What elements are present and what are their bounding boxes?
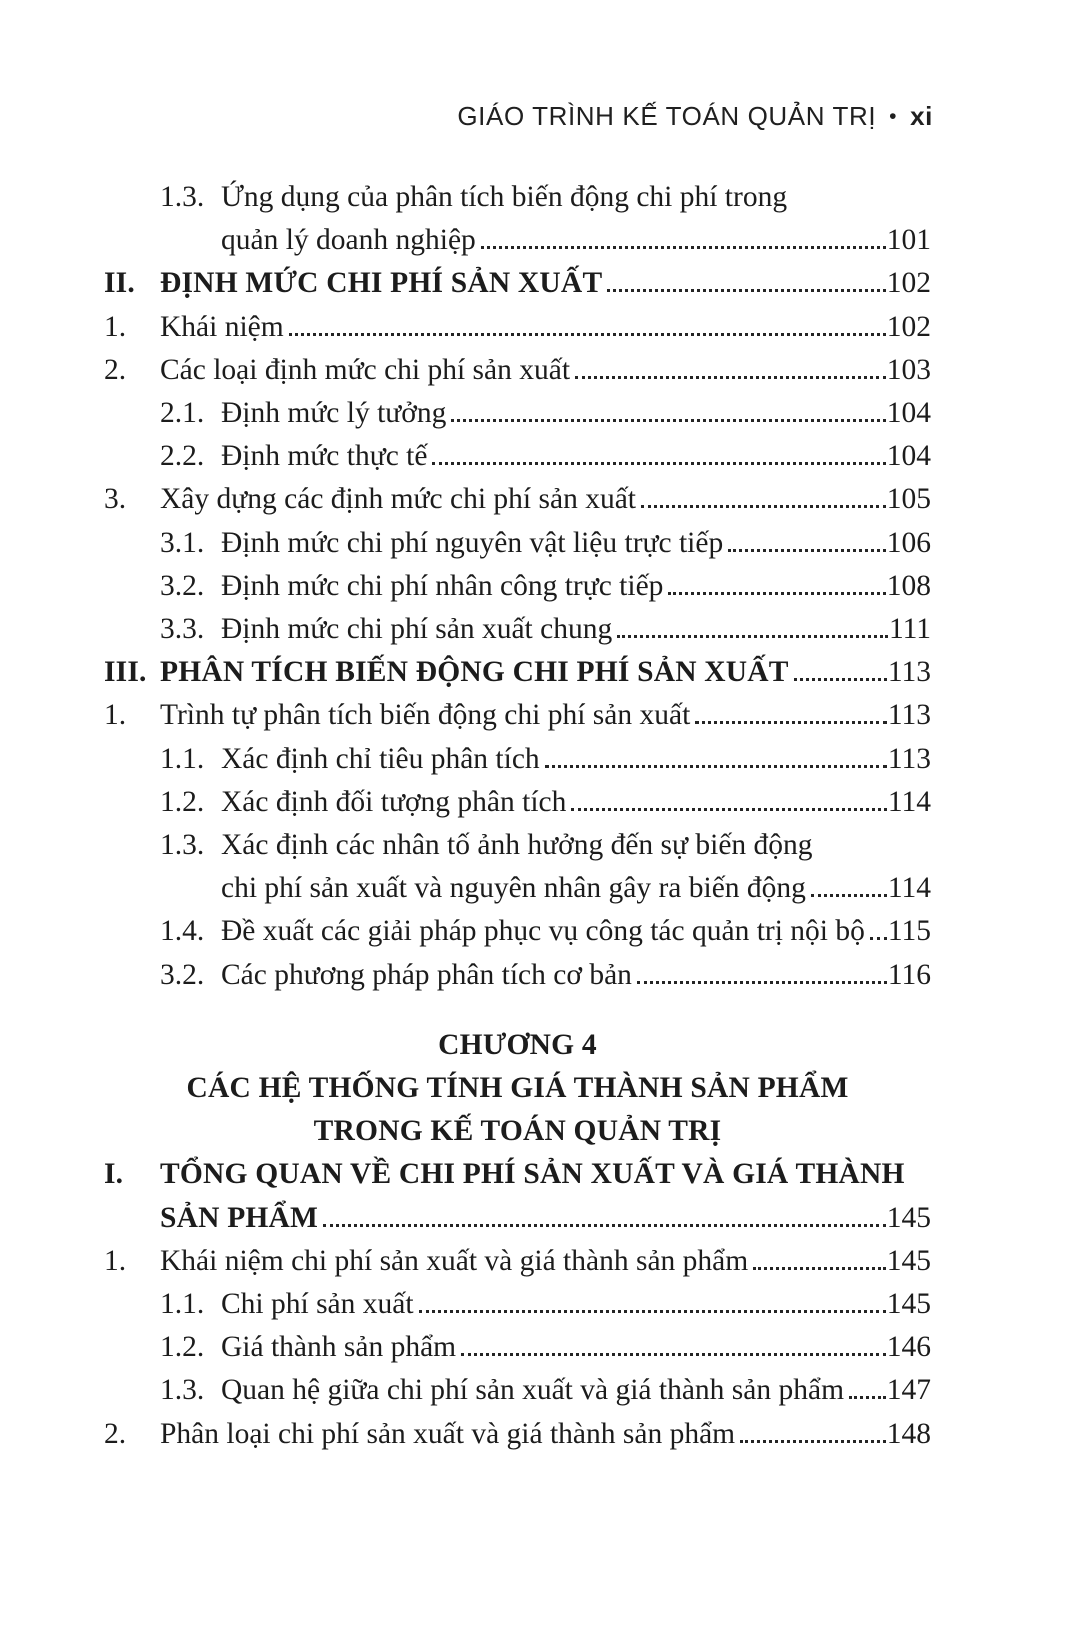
toc-row [104,219,931,262]
chapter-heading-row [104,1110,931,1153]
toc-row [104,176,931,219]
toc-leader-dots [419,1310,886,1313]
toc-entry-title: Khái niệm [160,310,284,343]
toc-leader-dots [695,721,887,724]
toc-entry-page-number: 145 [886,1201,931,1234]
toc-entry-title: Trình tự phân tích biến động chi phí sản xuất [160,699,691,732]
toc-entry-title: Định mức chi phí nguyên vật liệu trực tiếp [221,526,724,559]
toc-entry-title: Giá thành sản phẩm [221,1331,457,1364]
toc-entry-page-number: 116 [887,958,931,991]
toc-entry-number: 1. [104,310,127,343]
toc-entry-number: 1. [104,1244,127,1277]
toc-leader-dots [740,1440,886,1443]
toc-entry-title: Định mức lý tưởng [221,397,447,430]
toc-row [104,565,931,608]
toc-row [104,824,931,867]
toc-entry-number: II. [104,267,135,300]
toc-leader-dots [794,678,887,681]
toc-entry-number: 1.3. [160,181,205,213]
toc-entry-number: 2.2. [160,440,205,473]
toc-entry-page-number: 101 [886,224,931,257]
toc-entry-page-number: 105 [886,483,931,516]
chapter-heading-row [104,1067,931,1110]
toc-entry-title: Ứng dụng của phân tích biến động chi phí trong [221,181,788,213]
toc-leader-dots [545,765,887,768]
toc-entry-number: 1.2. [160,785,205,818]
toc-entry-title: ĐỊNH MỨC CHI PHÍ SẢN XUẤT [160,267,603,300]
toc-entry-title: SẢN PHẨM [160,1201,319,1234]
book-title: GIÁO TRÌNH KẾ TOÁN QUẢN TRỊ [457,101,877,131]
toc-entry-page-number: 114 [887,785,931,818]
toc-row [104,1283,931,1326]
running-header [104,101,933,132]
toc-entry-number: 3.1. [160,526,205,559]
toc-entry-page-number: 108 [886,569,931,602]
toc-row [104,522,931,565]
toc-row [104,1240,931,1283]
toc-entry-title: Quan hệ giữa chi phí sản xuất và giá thành sản phẩm [221,1374,845,1407]
toc-entry-title: Đề xuất các giải pháp phục vụ công tác quản trị nội bộ [221,915,865,948]
toc-entry-page-number: 114 [887,872,931,905]
toc-leader-dots [432,462,885,465]
toc-row [104,954,931,997]
toc-leader-dots [641,505,886,508]
toc-row [104,1369,931,1412]
toc-entry-page-number: 111 [888,613,931,646]
toc-entry-title: Xác định đối tượng phân tích [221,785,567,818]
toc-entry-title: Chi phí sản xuất [221,1288,414,1321]
toc-entry-page-number: 113 [887,742,931,775]
table-of-contents [104,176,931,1456]
header-separator-dot: • [889,105,898,128]
toc-entry-number: III. [104,656,147,689]
toc-row [104,1153,931,1196]
toc-row [104,435,931,478]
toc-leader-dots [289,333,886,336]
toc-entry-number: 1.3. [160,829,205,862]
toc-leader-dots [637,981,887,984]
toc-leader-dots [870,937,887,940]
toc-row [104,1326,931,1369]
toc-entry-title: quản lý doanh nghiệp [221,224,476,257]
toc-row [104,262,931,305]
toc-leader-dots [811,894,887,897]
toc-entry-title: Xây dựng các định mức chi phí sản xuất [160,483,636,516]
toc-leader-dots [451,419,885,422]
toc-entry-page-number: 104 [886,397,931,430]
toc-entry-number: 1. [104,699,127,732]
toc-entry-number: 1.1. [160,742,205,775]
toc-row [104,478,931,521]
toc-row [104,910,931,953]
toc-entry-page-number: 148 [886,1417,931,1450]
toc-entry-number: 1.2. [160,1331,205,1364]
toc-entry-page-number: 102 [886,310,931,343]
toc-row [104,1197,931,1240]
toc-entry-page-number: 145 [886,1244,931,1277]
toc-entry-number: 2.1. [160,397,205,430]
toc-leader-dots [323,1224,886,1227]
toc-row [104,781,931,824]
toc-row [104,651,931,694]
toc-entry-number: 1.4. [160,915,205,948]
toc-entry-title: Các loại định mức chi phí sản xuất [160,353,571,386]
toc-entry-page-number: 113 [887,656,931,689]
toc-row [104,1413,931,1456]
toc-leader-dots [575,376,886,379]
toc-entry-title: Định mức chi phí nhân công trực tiếp [221,569,664,602]
toc-entry-page-number: 103 [886,353,931,386]
toc-leader-dots [571,808,886,811]
toc-entry-number: 2. [104,1417,127,1450]
toc-entry-number: 1.3. [160,1374,205,1407]
toc-entry-number: 2. [104,353,127,386]
toc-entry-number: 3.3. [160,613,205,646]
toc-entry-title: Định mức chi phí sản xuất chung [221,613,613,646]
toc-entry-page-number: 146 [886,1331,931,1364]
toc-entry-number: I. [104,1158,124,1191]
toc-entry-title: Xác định các nhân tố ảnh hưởng đến sự biến động [221,829,813,862]
toc-leader-dots [753,1267,886,1270]
toc-row [104,867,931,910]
chapter-heading-text: CHƯƠNG 4 [438,1028,597,1061]
toc-entry-title: Khái niệm chi phí sản xuất và giá thành sản phẩm [160,1244,749,1277]
toc-entry-title: Các phương pháp phân tích cơ bản [221,958,632,991]
toc-leader-dots [461,1353,886,1356]
toc-entry-page-number: 115 [887,915,931,948]
toc-leader-dots [481,246,886,249]
chapter-heading-text: CÁC HỆ THỐNG TÍNH GIÁ THÀNH SẢN PHẨM [186,1072,849,1105]
toc-entry-page-number: 147 [886,1374,931,1407]
toc-entry-page-number: 113 [887,699,931,732]
chapter-heading-row [104,1024,931,1067]
toc-row [104,306,931,349]
toc-leader-dots [607,289,885,292]
toc-entry-title: TỔNG QUAN VỀ CHI PHÍ SẢN XUẤT VÀ GIÁ THÀNH [160,1158,905,1191]
toc-leader-dots [668,592,885,595]
toc-entry-title: chi phí sản xuất và nguyên nhân gây ra biến động [221,872,806,905]
chapter-heading-text: TRONG KẾ TOÁN QUẢN TRỊ [313,1115,722,1148]
toc-entry-title: Định mức thực tế [221,440,428,473]
toc-row [104,392,931,435]
toc-entry-title: Xác định chỉ tiêu phân tích [221,742,540,775]
toc-leader-dots [728,549,886,552]
toc-leader-dots [849,1396,886,1399]
toc-leader-dots [617,635,888,638]
toc-entry-page-number: 102 [886,267,931,300]
toc-entry-number: 3. [104,483,127,516]
toc-entry-number: 3.2. [160,958,205,991]
toc-entry-title: Phân loại chi phí sản xuất và giá thành sản phẩm [160,1417,736,1450]
toc-row [104,608,931,651]
toc-entry-page-number: 104 [886,440,931,473]
folio-page-number: xi [910,101,933,131]
toc-row [104,694,931,737]
toc-row [104,349,931,392]
toc-entry-number: 1.1. [160,1288,205,1321]
toc-entry-page-number: 145 [886,1288,931,1321]
toc-entry-title: PHÂN TÍCH BIẾN ĐỘNG CHI PHÍ SẢN XUẤT [160,656,789,689]
toc-entry-number: 3.2. [160,569,205,602]
toc-entry-page-number: 106 [886,526,931,559]
toc-row [104,738,931,781]
